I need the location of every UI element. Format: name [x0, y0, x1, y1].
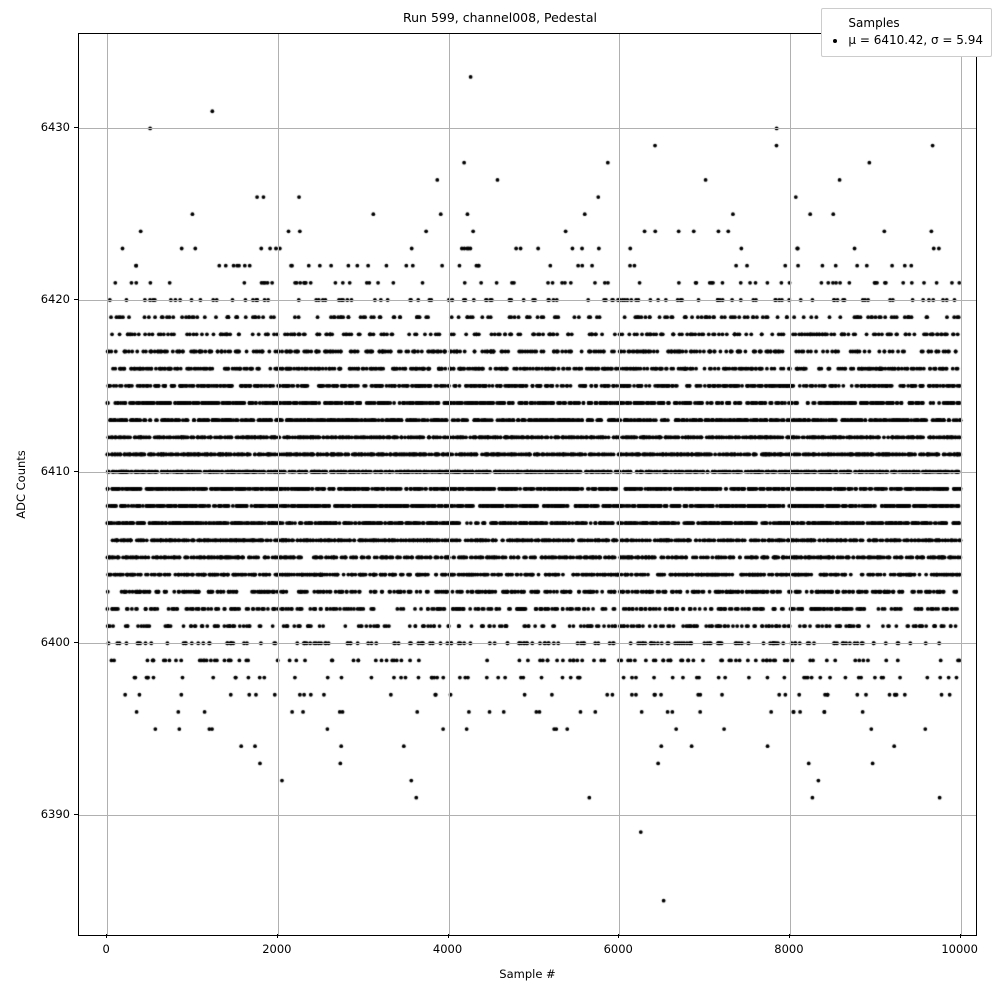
- x-gridline: [790, 34, 791, 935]
- y-tick: [74, 814, 78, 815]
- y-gridline: [79, 300, 976, 301]
- y-axis-label: ADC Counts: [14, 450, 28, 519]
- plot-area: [78, 33, 977, 936]
- point-marker-icon: [828, 32, 842, 49]
- y-tick: [74, 127, 78, 128]
- y-tick: [74, 642, 78, 643]
- legend-stats: μ = 6410.42, σ = 5.94: [848, 33, 983, 48]
- y-tick: [74, 471, 78, 472]
- x-tick-label: 2000: [262, 942, 292, 956]
- y-tick-label: 6420: [40, 292, 70, 306]
- y-tick-label: 6390: [40, 806, 70, 821]
- y-gridline: [79, 472, 976, 473]
- legend-title: Samples: [848, 16, 900, 30]
- x-tick: [277, 934, 278, 938]
- x-gridline: [619, 34, 620, 935]
- x-tick: [789, 934, 790, 938]
- y-tick-label: 6410: [40, 463, 70, 478]
- y-gridline: [79, 643, 976, 644]
- x-tick: [448, 934, 449, 938]
- y-gridline: [79, 128, 976, 129]
- y-tick-label: 6430: [40, 120, 70, 135]
- page-title: Run 599, channel008, Pedestal: [403, 10, 597, 25]
- x-tick: [618, 934, 619, 938]
- x-tick-label: 8000: [774, 942, 804, 956]
- x-tick-label: 6000: [603, 942, 633, 956]
- y-tick: [74, 299, 78, 300]
- x-tick-label: 10000: [941, 942, 978, 956]
- scatter-plot-canvas: [79, 34, 976, 935]
- legend-title-row: [828, 15, 983, 32]
- legend: [821, 8, 992, 57]
- x-tick: [106, 934, 107, 938]
- x-gridline: [449, 34, 450, 935]
- y-axis-label-wrap: [14, 33, 34, 936]
- legend-entry-samples: [828, 32, 983, 49]
- y-gridline: [79, 815, 976, 816]
- x-gridline: [961, 34, 962, 935]
- x-gridline: [278, 34, 279, 935]
- x-axis-label: Sample #: [499, 967, 556, 981]
- y-tick-label: 6400: [40, 635, 70, 650]
- x-tick-label: 4000: [432, 942, 463, 956]
- x-tick: [960, 934, 961, 938]
- x-gridline: [107, 34, 108, 935]
- x-tick-label: 0: [102, 942, 110, 956]
